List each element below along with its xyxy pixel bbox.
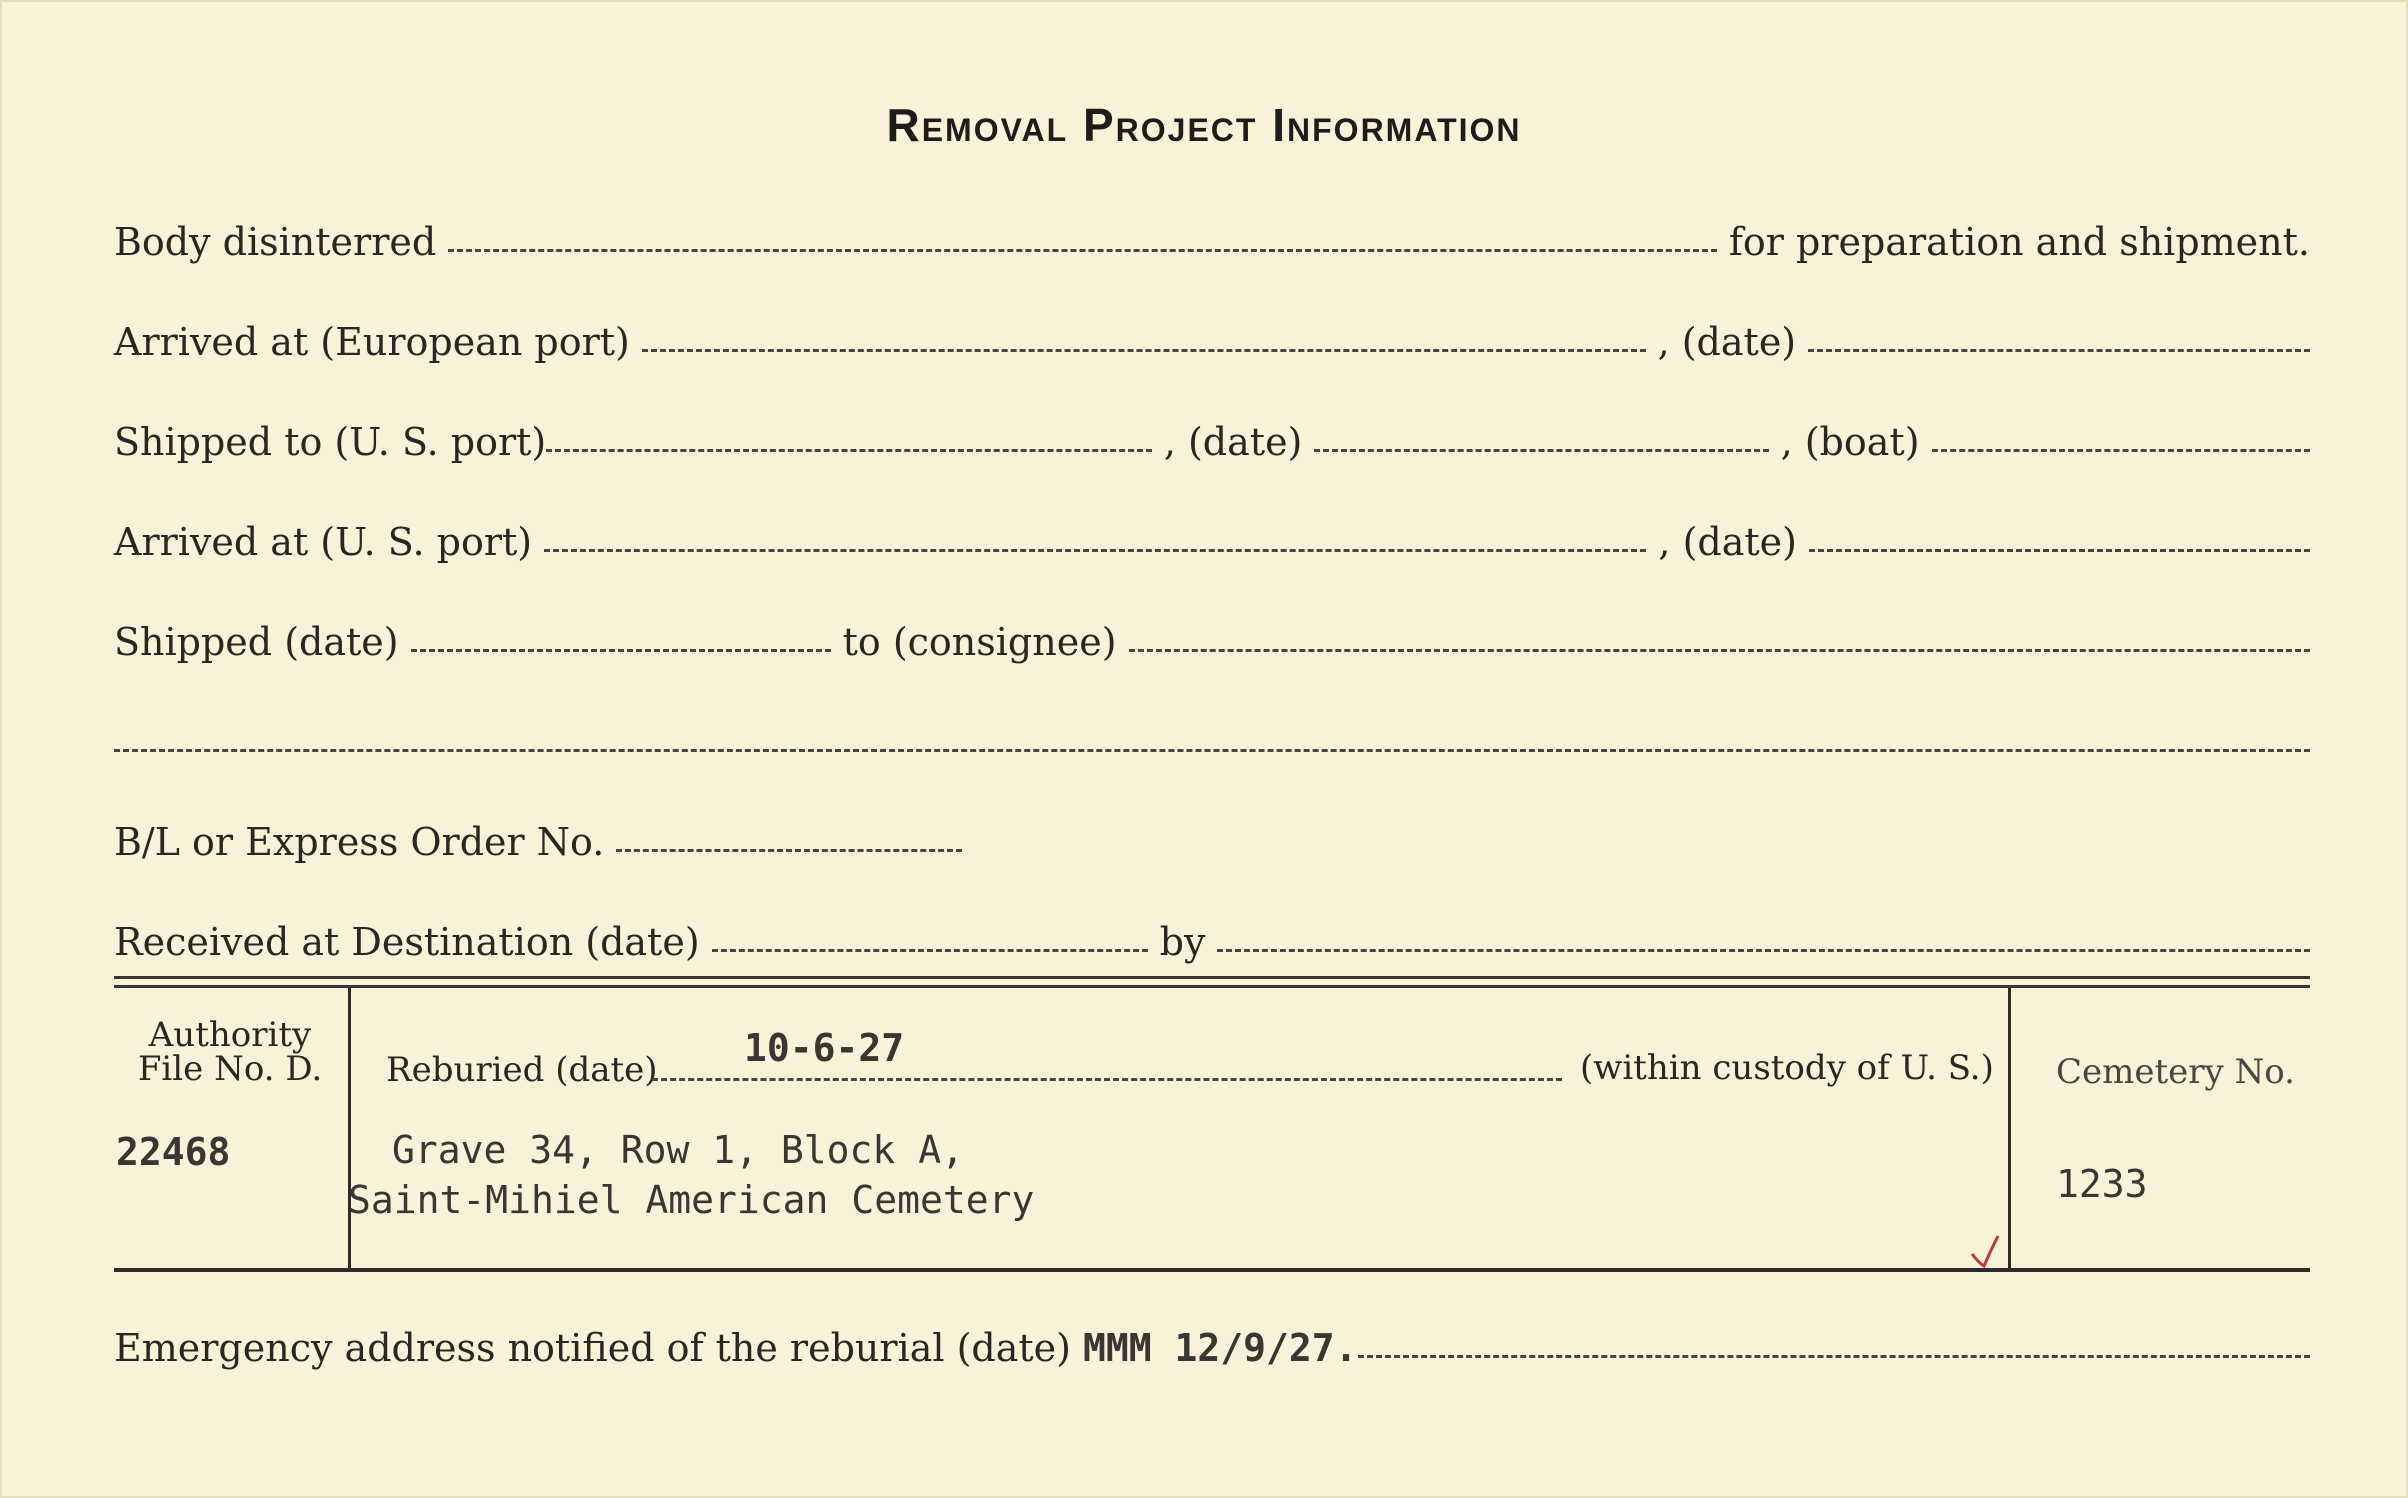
shipped-us-boat-line: [1932, 449, 2310, 452]
consignee-line: [1129, 649, 2310, 652]
authority-label-line-1: Authority: [148, 1015, 312, 1055]
emergency-label: Emergency address notified of the reburial (date): [114, 1326, 1071, 1370]
emergency-line: [1358, 1355, 2310, 1358]
reburied-date-line: [652, 1078, 1562, 1081]
emergency-date-value: MMM 12/9/27.: [1082, 1326, 1358, 1370]
shipped-us-row: [114, 404, 2310, 464]
shipped-us-label: Shipped to (U. S. port): [114, 420, 547, 464]
consignee-continuation-line: [114, 749, 2310, 752]
body-disinterred-label: Body disinterred: [114, 220, 437, 264]
body-disinterred-line: [448, 249, 1717, 252]
body-disinterred-row: [114, 204, 2310, 264]
checkmark-icon: [1970, 1234, 2000, 1268]
arrived-us-line: [544, 549, 1646, 552]
authority-label: [114, 1015, 346, 1089]
arrived-us-date-label: , (date): [1658, 520, 1797, 564]
received-destination-row: [114, 904, 2310, 964]
cemetery-divider: [2008, 988, 2011, 1268]
consignee-label: to (consignee): [842, 620, 1117, 664]
cemetery-number-value: 1233: [2056, 1162, 2148, 1206]
arrived-us-date-line: [1809, 549, 2310, 552]
received-destination-label: Received at Destination (date): [114, 920, 700, 964]
cemetery-number-label: Cemetery No.: [2056, 1052, 2295, 1092]
arrived-us-label: Arrived at (U. S. port): [114, 520, 533, 564]
custody-label: (within custody of U. S.): [1580, 1048, 1994, 1088]
bl-order-row: [114, 804, 2310, 864]
arrived-european-row: [114, 304, 2310, 364]
shipped-us-date-label: , (date): [1163, 420, 1303, 464]
authority-file-number: 22468: [116, 1130, 231, 1174]
reburied-date-value: 10-6-27: [744, 1026, 905, 1070]
bl-order-line: [616, 849, 962, 852]
arrived-us-row: [114, 504, 2310, 564]
lower-section-bottom-rule: [114, 1268, 2310, 1272]
by-label: by: [1159, 920, 1206, 964]
preparation-shipment-label: for preparation and shipment.: [1728, 220, 2310, 264]
lower-section-top-rule: [114, 976, 2310, 988]
shipped-date-row: [114, 604, 2310, 664]
arrived-european-date-label: , (date): [1657, 320, 1797, 364]
shipped-us-boat-label: , (boat): [1780, 420, 1920, 464]
emergency-row: [114, 1310, 2310, 1370]
reburied-date-label: Reburied (date): [386, 1050, 658, 1090]
arrived-european-line: [642, 349, 1646, 352]
authority-label-line-2: File No. D.: [137, 1049, 323, 1089]
authority-divider: [348, 988, 351, 1268]
by-line: [1217, 949, 2310, 952]
shipped-date-line: [411, 649, 831, 652]
arrived-european-label: Arrived at (European port): [114, 320, 630, 364]
shipped-us-date-line: [1314, 449, 1768, 452]
bl-order-label: B/L or Express Order No.: [114, 820, 605, 864]
arrived-european-date-line: [1808, 349, 2310, 352]
consignee-continuation-row: [114, 704, 2310, 764]
shipped-us-line: [546, 449, 1152, 452]
shipped-date-label: Shipped (date): [114, 620, 399, 664]
burial-location-line-2: Saint-Mihiel American Cemetery: [348, 1178, 1035, 1222]
card-title: Removal Project Information: [886, 99, 1522, 151]
burial-location-line-1: Grave 34, Row 1, Block A,: [392, 1128, 964, 1172]
received-destination-line: [712, 949, 1148, 952]
